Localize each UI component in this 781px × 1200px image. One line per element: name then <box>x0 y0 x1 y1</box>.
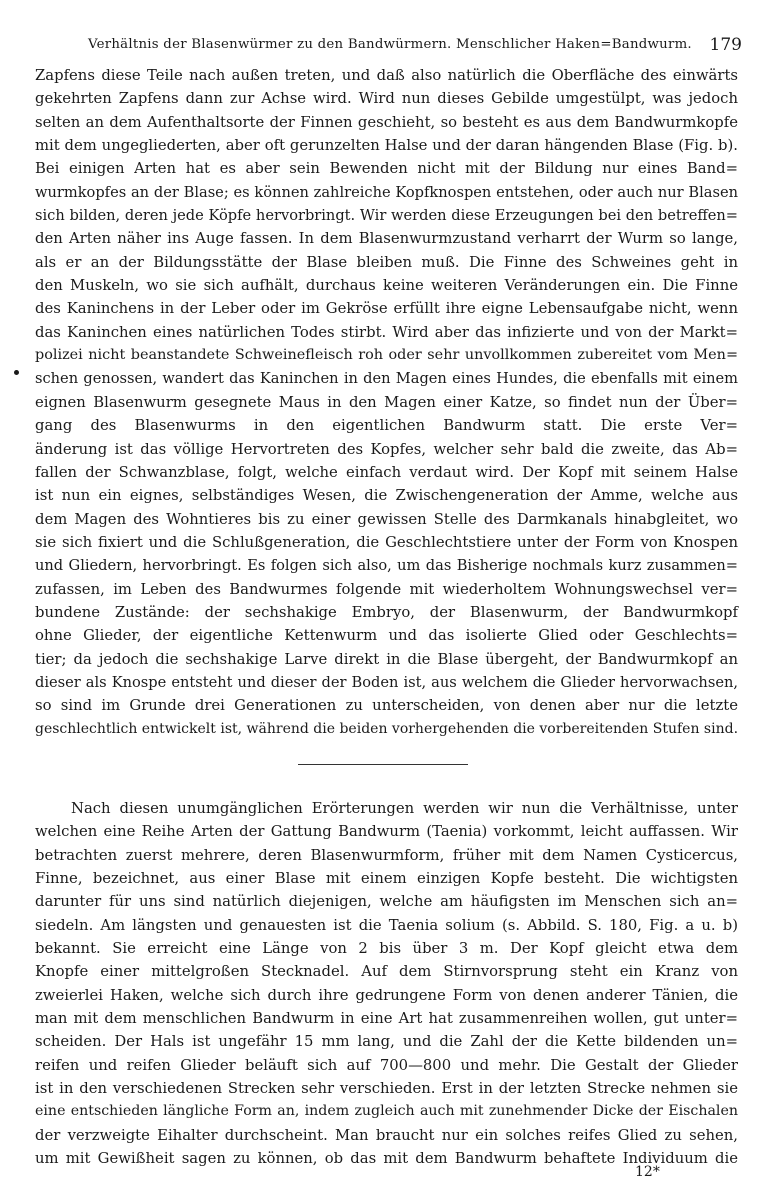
page-number: 179 <box>709 35 742 55</box>
text-line: eignen Blasenwurm gesegnete Maus in den Magen einer Katze, so findet nun der Über= <box>35 393 738 411</box>
text-line: reifen und reifen Glieder beläuft sich auf 700—800 und mehr. Die Gestalt der Glieder <box>35 1056 738 1074</box>
text-line: Finne, bezeichnet, aus einer Blase mit einem einzigen Kopfe besteht. Die wichtigsten <box>35 870 738 888</box>
text-line: ist in den verschiedenen Strecken sehr verschieden. Erst in der letzten Strecke nehmen sie <box>35 1080 738 1098</box>
text-line: sich bilden, deren jede Köpfe hervorbringt. Wir werden diese Erzeugungen bei den betreffen= <box>35 207 738 225</box>
text-line: fallen der Schwanzblase, folgt, welche einfach verdaut wird. Der Kopf mit seinem Halse <box>35 463 738 481</box>
section-divider <box>298 764 468 765</box>
text-line: siedeln. Am längsten und genauesten ist die Taenia solium (s. Abbild. S. 180, Fig. a u. b) <box>35 916 738 934</box>
text-line: Nach diesen unumgänglichen Erörterungen werden wir nun die Verhältnisse, unter <box>71 800 738 817</box>
text-line: bundene Zustände: der sechshakige Embryo, der Blasenwurm, der Bandwurmkopf <box>35 603 738 621</box>
text-line: polizei nicht beanstandete Schweinefleisch roh oder sehr unvollkommen zubereitet vom Men= <box>35 347 738 364</box>
text-line: zufassen, im Leben des Bandwurmes folgende mit wiederholtem Wohnungswechsel ver= <box>35 580 738 598</box>
text-line: des Kaninchens in der Leber oder im Gekröse erfüllt ihre eigne Lebensaufgabe nicht, wenn <box>35 300 738 318</box>
text-line: eine entschieden längliche Form an, indem zugleich auch mit zunehmender Dicke der Eischalen <box>35 1103 738 1120</box>
text-line: dieser als Knospe entsteht und dieser der Boden ist, aus welchem die Glieder hervorwachsen, <box>35 673 738 691</box>
paragraph-1 <box>35 64 738 741</box>
ink-spot <box>14 370 19 375</box>
text-line: Bei einigen Arten hat es aber sein Bewenden nicht mit der Bildung nur eines Band= <box>35 160 738 178</box>
text-line: geschlechtlich entwickelt ist, während die beiden vorhergehenden die vorbereitenden Stufen sind. <box>35 720 739 737</box>
signature-mark: 12* <box>635 1164 660 1180</box>
text-line: der verzweigte Eihalter durchscheint. Man braucht nur ein solches reifes Glied zu sehen, <box>35 1126 738 1144</box>
text-line: welchen eine Reihe Arten der Gattung Bandwurm (Taenia) vorkommt, leicht auffassen. Wir <box>35 823 738 841</box>
text-line: scheiden. Der Hals ist ungefähr 15 mm lang, und die Zahl der die Kette bildenden un= <box>35 1033 738 1051</box>
text-line: gang des Blasenwurms in den eigentlichen Bandwurm statt. Die erste Ver= <box>35 417 738 435</box>
text-line: darunter für uns sind natürlich diejenigen, welche am häufigsten im Menschen sich an= <box>35 893 738 911</box>
text-line: um mit Gewißheit sagen zu können, ob das mit dem Bandwurm behaftete Individuum die <box>35 1150 738 1168</box>
text-line: ist nun ein eignes, selbständiges Wesen, die Zwischengeneration der Amme, welche aus <box>35 487 738 505</box>
text-line: den Muskeln, wo sie sich aufhält, durchaus keine weiteren Veränderungen ein. Die Finne <box>35 277 738 295</box>
text-line: und Gliedern, hervorbringt. Es folgen sich also, um das Bisherige nochmals kurz zusammen= <box>35 557 738 575</box>
text-line: selten an dem Aufenthaltsorte der Finnen geschieht, so besteht es aus dem Bandwurmkopfe <box>35 113 738 131</box>
text-line: ohne Glieder, der eigentliche Kettenwurm und das isolierte Glied oder Geschlechts= <box>35 627 738 645</box>
text-line: schen genossen, wandert das Kaninchen in den Magen eines Hundes, die ebenfalls mit einem <box>35 370 738 388</box>
text-line: mit dem ungegliederten, aber oft gerunzelten Halse und der daran hängenden Blase (Fig. b). <box>35 137 738 155</box>
text-line: zweierlei Haken, welche sich durch ihre gedrungene Form von denen anderer Tänien, die <box>35 986 738 1004</box>
text-line: als er an der Bildungsstätte der Blase bleiben muß. Die Finne des Schweines geht in <box>35 253 738 271</box>
text-line: dem Magen des Wohntieres bis zu einer gewissen Stelle des Darmkanals hinabgleitet, wo <box>35 510 738 528</box>
text-line: bekannt. Sie erreicht eine Länge von 2 bis über 3 m. Der Kopf gleicht etwa dem <box>35 940 738 958</box>
text-line: Knopfe einer mittelgroßen Stecknadel. Auf dem Stirnvorsprung steht ein Kranz von <box>35 963 738 981</box>
text-line: änderung ist das völlige Hervortreten des Kopfes, welcher sehr bald die zweite, das Ab= <box>35 440 738 458</box>
text-line: Zapfens diese Teile nach außen treten, und daß also natürlich die Oberfläche des einwärts <box>35 67 738 84</box>
text-line: gekehrten Zapfens dann zur Achse wird. Wird nun dieses Gebilde umgestülpt, was jedoch <box>35 90 738 108</box>
text-line: man mit dem menschlichen Bandwurm in eine Art hat zusammenreihen wollen, gut unter= <box>35 1010 738 1028</box>
text-line: den Arten näher ins Auge fassen. In dem Blasenwurmzustand verharrt der Wurm so lange, <box>35 230 738 248</box>
text-line: das Kaninchen eines natürlichen Todes stirbt. Wird aber das infizierte und von der Markt= <box>35 323 738 341</box>
text-line: sie sich fixiert und die Schlußgeneration, die Geschlechtstiere unter der Form von Knospen <box>35 533 738 551</box>
text-line: tier; da jedoch die sechshakige Larve direkt in die Blase übergeht, der Bandwurmkopf an <box>35 650 738 668</box>
paragraph-2 <box>35 797 738 1171</box>
running-title: Verhältnis der Blasenwürmer zu den Bandwürmern. Menschlicher Haken=Bandwurm. <box>88 37 692 52</box>
text-line: betrachten zuerst mehrere, deren Blasenwurmform, früher mit dem Namen Cysticercus, <box>35 846 738 864</box>
text-line: wurmkopfes an der Blase; es können zahlreiche Kopfknospen entstehen, oder auch nur Blasen <box>35 183 738 201</box>
text-line: so sind im Grunde drei Generationen zu unterscheiden, von denen aber nur die letzte <box>35 697 738 715</box>
